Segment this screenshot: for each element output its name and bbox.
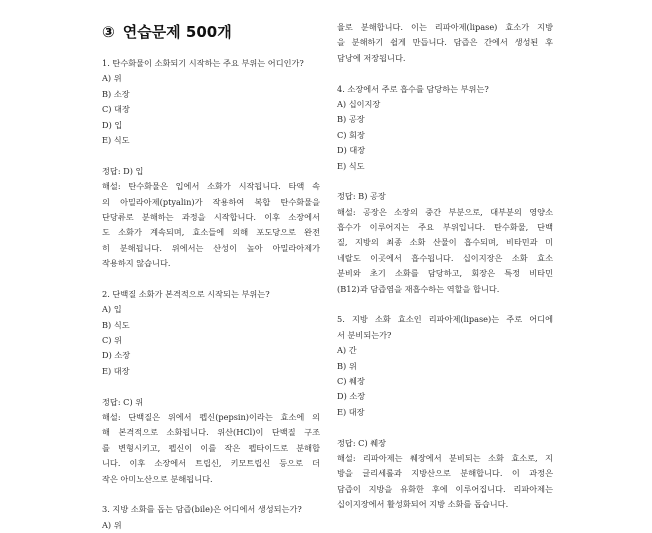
question-1: [102, 56, 320, 271]
question-4: [337, 82, 553, 297]
option: D) 소장: [102, 350, 131, 361]
option: D) 소장: [337, 391, 366, 402]
answer: 정답: D) 입: [102, 165, 144, 176]
question-text: [337, 312, 553, 343]
option: B) 소장: [102, 88, 130, 99]
explanation-line: 도 소화가 계속되며, 효소들에 의해 포도당으로 완전: [102, 227, 320, 238]
option: A) 간: [337, 345, 357, 356]
explanation-line: 분비와 초기 소화를 담당하고, 회장은 특정 비타민: [337, 268, 553, 279]
question-text: 1. 탄수화물이 소화되기 시작하는 주요 부위는 어디인가?: [102, 58, 304, 68]
option: B) 위: [337, 360, 357, 371]
option: E) 대장: [337, 406, 365, 417]
option: C) 췌장: [337, 375, 365, 386]
explanation: [337, 205, 553, 297]
question-line: 5. 지방 소화 효소인 리파아제(lipase)는 주로 어디에: [337, 314, 553, 325]
explanation-line: 를 변형시키고, 펩신이 이를 작은 펩타이드로 분해합: [102, 442, 320, 453]
option: E) 대장: [102, 365, 130, 376]
explanation-line: 해설: 리파아제는 췌장에서 분비되는 소화 효소로, 지: [337, 452, 553, 463]
question-3-explanation-continued: [337, 20, 553, 66]
title-number: ③: [102, 23, 115, 41]
explanation-line: (B12)과 담즙염을 재흡수하는 역할을 합니다.: [337, 283, 500, 294]
explanation-line: 담즙이 지방을 유화한 후에 이루어집니다. 리파아제는: [337, 483, 553, 494]
question-line: 서 분비되는가?: [337, 329, 392, 340]
explanation-line: 해설: 탄수화물은 입에서 소화가 시작됩니다. 타액 속: [102, 181, 320, 192]
option: A) 위: [102, 73, 122, 84]
left-flow: [102, 56, 320, 533]
option: D) 입: [102, 119, 123, 130]
question-text: 3. 지방 소화를 돕는 담즙(bile)은 어디에서 생성되는가?: [102, 504, 302, 515]
page-title: [102, 22, 232, 42]
explanation-line: 네랄도 이곳에서 흡수됩니다. 십이지장은 소화 효소: [337, 252, 553, 263]
explanation-line: 해설: 공장은 소장의 중간 부분으로, 대부분의 영양소: [337, 206, 553, 217]
option: A) 위: [102, 519, 122, 530]
option: C) 대장: [102, 104, 130, 115]
answer: 정답: C) 췌장: [337, 437, 387, 448]
option: E) 식도: [102, 134, 130, 145]
option: C) 회장: [337, 129, 365, 140]
option: A) 입: [102, 304, 122, 315]
explanation-line: 히 분해됩니다. 위에서는 산성이 높아 아밀라아제가: [102, 242, 320, 253]
question-2: [102, 287, 320, 487]
explanation-line: 단당류로 분해하는 과정을 시작합니다. 이후 소장에서: [102, 211, 320, 222]
question-text: 2. 단백질 소화가 본격적으로 시작되는 부위는?: [102, 288, 270, 299]
explanation-line: 담낭에 저장됩니다.: [337, 52, 406, 63]
explanation-line: 흡수가 이루어지는 주요 부위입니다. 탄수화물, 단백: [337, 222, 553, 233]
explanation-line: 작은 아미노산으로 분해됩니다.: [102, 473, 213, 484]
question-5: [337, 312, 553, 512]
explanation-line: 십이지장에서 활성화되어 지방 소화를 돕습니다.: [337, 499, 509, 510]
explanation: [102, 410, 320, 487]
option: D) 대장: [337, 145, 366, 156]
explanation: [102, 179, 320, 271]
option: E) 식도: [337, 160, 365, 171]
right-flow: [337, 20, 553, 513]
answer: 정답: B) 공장: [337, 191, 386, 202]
explanation-line: 방을 글리세롤과 지방산으로 분해합니다. 이 과정은: [337, 468, 553, 479]
explanation-line: 작용하지 않습니다.: [102, 258, 171, 269]
question-text: 4. 소장에서 주로 흡수를 담당하는 부위는?: [337, 83, 489, 94]
explanation-line: 니다. 이후 소장에서 트립신, 키모트립신 등으로 더: [102, 458, 320, 469]
explanation-line: 질, 지방의 최종 소화 산물이 흡수되며, 비타민과 미: [337, 237, 553, 248]
explanation-line: 의 아밀라아제(ptyalin)가 작용하여 복합 탄수화물을: [102, 196, 320, 207]
explanation-line: 해설: 단백질은 위에서 펩신(pepsin)이라는 효소에 의: [102, 411, 320, 422]
option: A) 십이지장: [337, 98, 381, 109]
explanation-line: 율로 분해합니다. 이는 리파아제(lipase) 효소가 지방: [337, 22, 553, 32]
explanation-line: 해 본격적으로 소화됩니다. 위산(HCl)이 단백질 구조: [102, 427, 320, 438]
option: B) 식도: [102, 319, 130, 330]
option: B) 공장: [337, 114, 365, 125]
question-3: [102, 502, 320, 533]
explanation: [337, 451, 553, 513]
explanation-line: 을 분해하기 쉽게 만듭니다. 담즙은 간에서 생성된 후: [337, 37, 553, 48]
title-text: 연습문제 500개: [122, 23, 232, 41]
option: C) 위: [102, 335, 122, 346]
answer: 정답: C) 위: [102, 396, 144, 407]
